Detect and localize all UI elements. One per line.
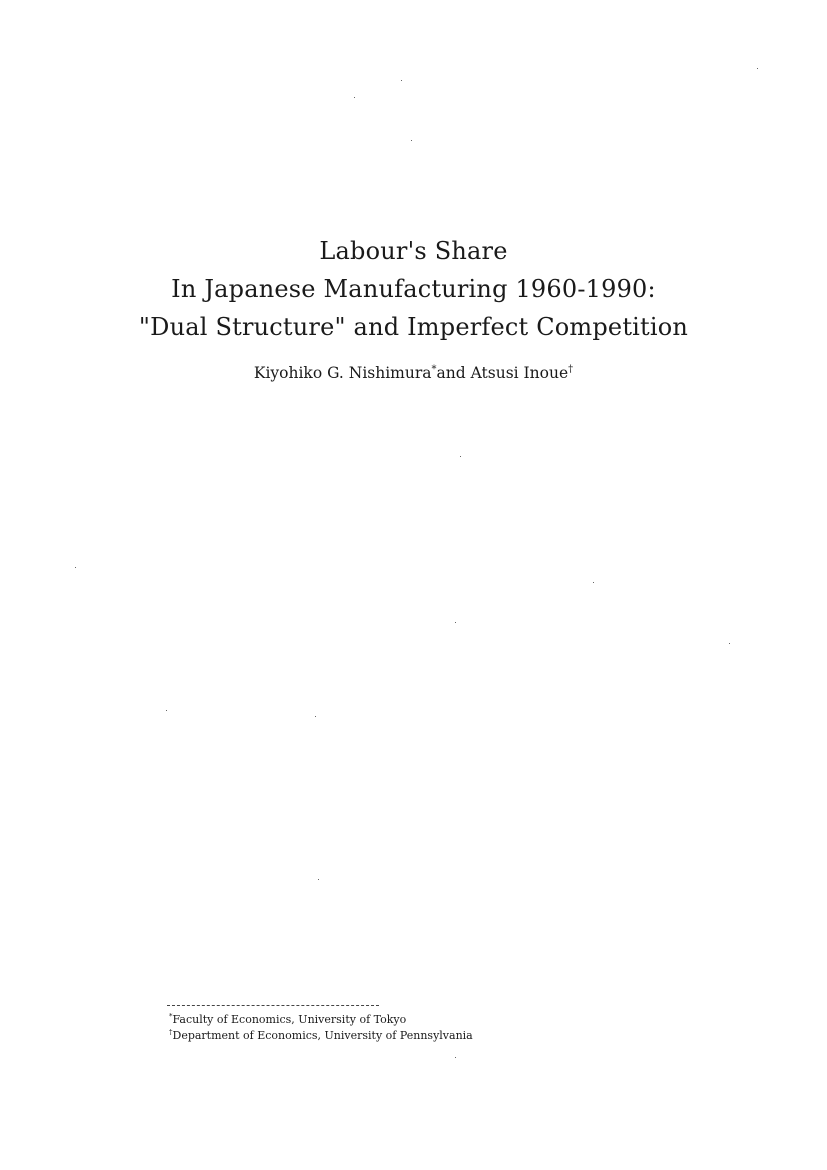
scan-speck	[411, 140, 412, 141]
footnote-mark-1: *	[169, 1012, 173, 1021]
scan-speck	[75, 567, 76, 568]
footnote-mark-2: †	[169, 1028, 173, 1037]
author-connector: and	[436, 364, 466, 382]
footnote-text-2: Department of Economics, University of Pennsylvania	[172, 1029, 473, 1042]
scan-speck	[593, 582, 594, 583]
scan-speck	[318, 879, 319, 880]
footnote-rule	[167, 1005, 379, 1006]
scan-speck	[166, 710, 167, 711]
scan-speck	[729, 643, 730, 644]
scan-speck	[455, 622, 456, 623]
footnotes	[169, 1012, 473, 1044]
author-name-2: Atsusi Inoue	[470, 364, 569, 382]
scan-speck	[315, 716, 316, 717]
scan-speck	[354, 97, 355, 98]
scan-speck	[401, 80, 402, 81]
title-line-1: Labour's Share	[319, 237, 508, 265]
title-line-2: In Japanese Manufacturing 1960-1990:	[171, 275, 656, 303]
author-mark-1: *	[431, 363, 437, 375]
title-line-3: "Dual Structure" and Imperfect Competition	[138, 313, 689, 341]
footnote-text-1: Faculty of Economics, University of Tokyo	[172, 1013, 407, 1026]
scan-speck	[460, 456, 461, 457]
scan-speck	[455, 1057, 456, 1058]
author-name-1: Kiyohiko G. Nishimura	[253, 364, 432, 382]
author-line	[0, 364, 827, 382]
footnote-1	[169, 1012, 473, 1028]
footnote-2	[169, 1028, 473, 1044]
paper-title	[0, 232, 827, 346]
author-mark-2: †	[568, 363, 574, 375]
scan-speck	[757, 68, 758, 69]
